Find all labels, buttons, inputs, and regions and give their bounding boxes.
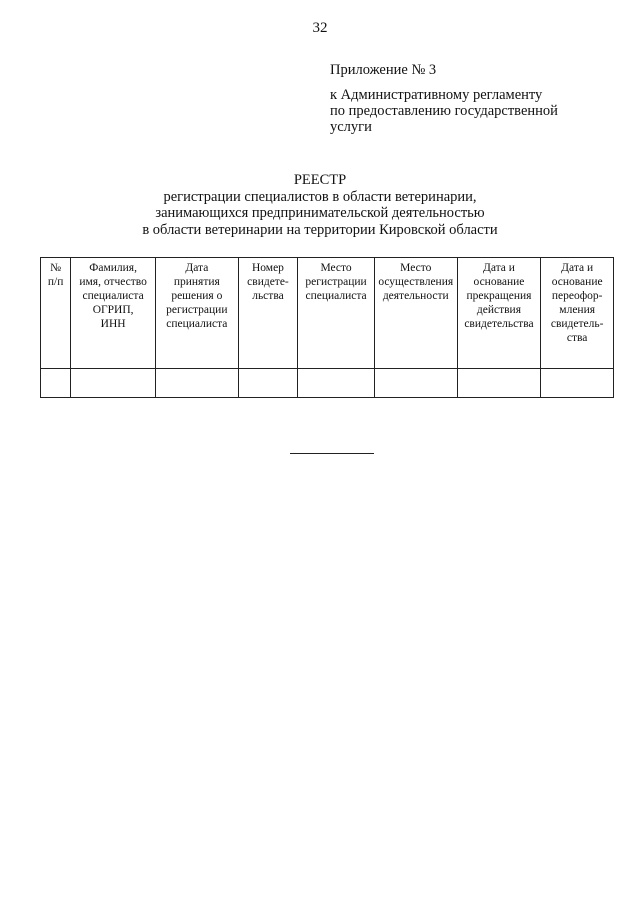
column-header-line: осуществления — [378, 276, 454, 288]
table-cell — [541, 369, 614, 398]
column-header-line: основание — [473, 276, 525, 288]
column-header-7 — [457, 258, 541, 369]
column-header-line: Место — [320, 262, 352, 274]
column-header-line: Фамилия, — [89, 262, 137, 274]
appendix-block — [330, 62, 558, 135]
column-header-line: принятия — [173, 276, 220, 288]
column-header-4 — [238, 258, 298, 369]
table-cell — [457, 369, 541, 398]
column-header-line: основание — [551, 276, 603, 288]
column-header-line: регистрации — [166, 304, 228, 316]
column-header-2 — [71, 258, 156, 369]
end-rule — [290, 453, 374, 454]
table-cell — [298, 369, 375, 398]
appendix-gap — [330, 78, 558, 87]
column-header-line: деятельности — [382, 290, 449, 302]
table-cell — [155, 369, 238, 398]
table-cell — [238, 369, 298, 398]
registry-heading: РЕЕСТР — [293, 172, 347, 188]
column-header-line: Дата и — [482, 262, 515, 274]
appendix-line-3: услуги — [330, 119, 372, 135]
column-header-line: № — [50, 262, 62, 274]
column-header-line: имя, отчество — [79, 276, 147, 288]
column-header-line: ОГРИП, — [92, 304, 134, 316]
appendix-line-2: по предоставлению государственной — [330, 103, 558, 119]
column-header-line: льства — [252, 290, 284, 302]
column-header-line: регистрации — [305, 276, 367, 288]
column-header-line: свидете- — [247, 276, 289, 288]
column-header-line: свидетель- — [550, 318, 604, 330]
table-cell — [374, 369, 457, 398]
column-header-line: мления — [559, 304, 596, 316]
appendix-title: Приложение № 3 — [330, 62, 437, 78]
column-header-line: прекращения — [466, 290, 532, 302]
column-header-line: переофор- — [551, 290, 603, 302]
column-header-line: специалиста — [82, 290, 144, 302]
registry-subtitle-line-2: занимающихся предпринимательской деятельностью — [155, 205, 485, 221]
column-header-1 — [41, 258, 71, 369]
column-header-5 — [298, 258, 375, 369]
column-header-line: Место — [400, 262, 432, 274]
registry-table — [40, 257, 614, 398]
appendix-line-1: к Административному регламенту — [330, 87, 543, 103]
column-header-line: специалиста — [166, 318, 228, 330]
registry-subtitle-line-3: в области ветеринарии на территории Кировской области — [142, 221, 498, 238]
column-header-line: действия — [476, 304, 522, 316]
column-header-6 — [374, 258, 457, 369]
column-header-line: свидетельства — [464, 318, 534, 330]
column-header-line: решения о — [171, 290, 223, 302]
column-header-line: ства — [566, 332, 588, 344]
table-cell — [71, 369, 156, 398]
table-header-row — [41, 258, 614, 369]
page-number: 32 — [312, 20, 328, 36]
column-header-line: п/п — [47, 276, 64, 288]
registry-title — [0, 172, 640, 238]
column-header-3 — [155, 258, 238, 369]
column-header-line: Номер — [251, 262, 284, 274]
table-row — [41, 369, 614, 398]
column-header-line: ИНН — [100, 318, 126, 330]
column-header-line: Дата и — [561, 262, 594, 274]
table-cell — [41, 369, 71, 398]
column-header-8 — [541, 258, 614, 369]
registry-subtitle-line-1: регистрации специалистов в области ветеринарии, — [163, 188, 477, 205]
column-header-line: специалиста — [305, 290, 367, 302]
column-header-line: Дата — [185, 262, 209, 274]
